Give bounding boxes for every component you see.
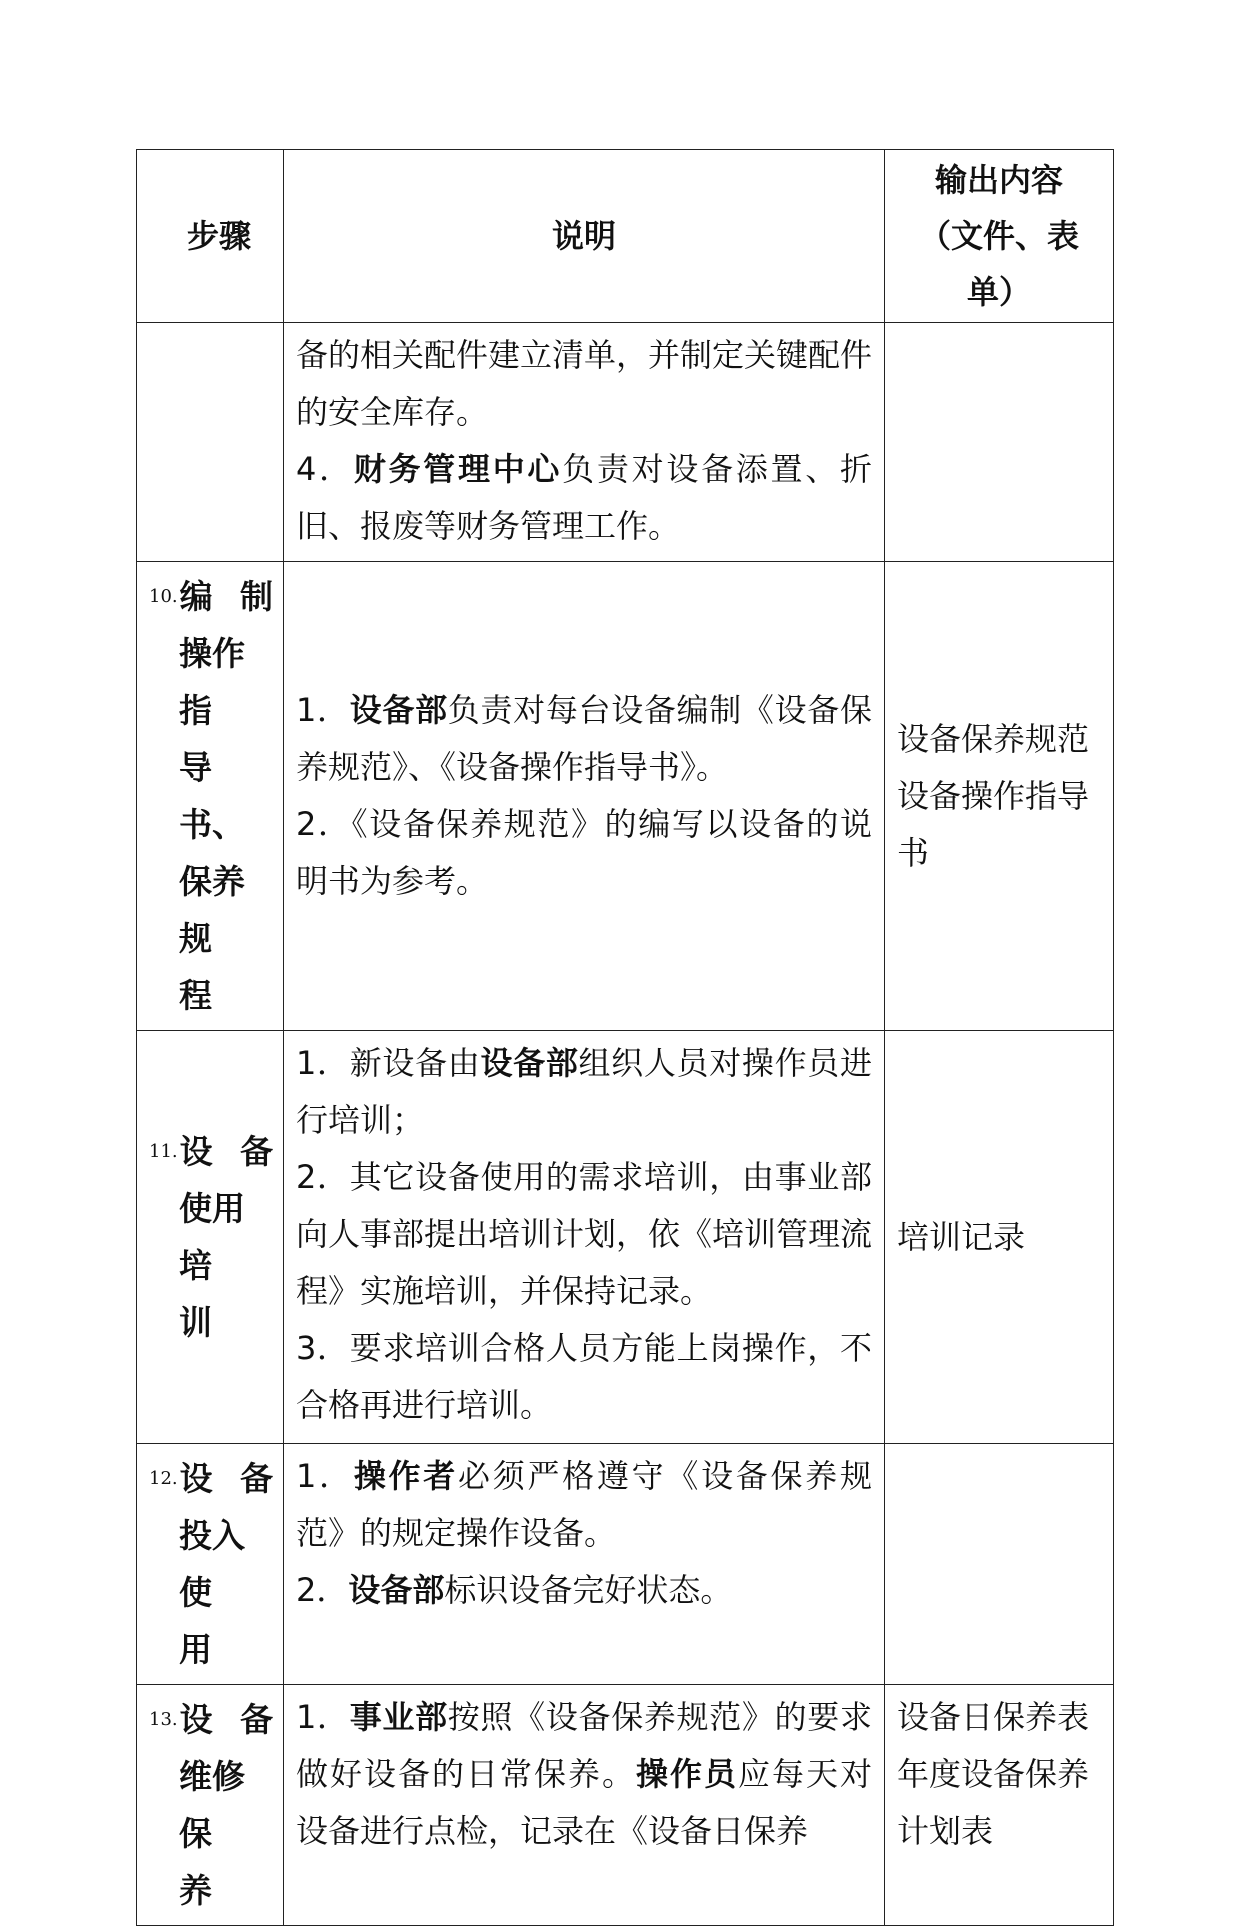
description-cell <box>284 323 885 562</box>
step-label: 设 备 <box>179 1700 273 1739</box>
description-paragraph: 1．操作者必须严格遵守《设备保养规范》的规定操作设备。 <box>296 1457 872 1552</box>
output-item: 年度设备保养计划表 <box>897 1755 1090 1850</box>
description-paragraph: 1．新设备由设备部组织人员对操作员进行培训； <box>296 1044 872 1139</box>
header-step: 步骤 <box>137 150 284 323</box>
output-item: 设备操作指导书 <box>897 776 1090 872</box>
header-output-line: 输出内容 <box>934 161 1063 199</box>
output-cell <box>885 1685 1114 1926</box>
step-cell <box>137 1685 284 1926</box>
step-cell <box>137 1031 284 1444</box>
output-item: 培训记录 <box>897 1217 1026 1256</box>
table-row <box>137 562 1114 1031</box>
output-cell <box>885 1444 1114 1685</box>
step-cell <box>137 1444 284 1685</box>
description-paragraph: 1．设备部负责对每台设备编制《设备保养规范》、《设备操作指导书》。 <box>296 691 872 786</box>
step-label: 用 <box>179 1630 212 1669</box>
output-cell <box>885 1031 1114 1444</box>
step-number: 13. <box>149 1709 178 1730</box>
description-cell <box>284 1444 885 1685</box>
description-paragraph: 4．财务管理中心负责对设备添置、折旧、报废等财务管理工作。 <box>296 450 872 545</box>
step-label: 养 <box>179 1871 212 1910</box>
step-label: 编 制 <box>179 577 273 616</box>
description-cell <box>284 562 885 1031</box>
output-cell <box>885 562 1114 1031</box>
description-paragraph: 2．设备部标识设备完好状态。 <box>296 1571 733 1609</box>
table-row <box>137 1685 1114 1926</box>
step-cell <box>137 562 284 1031</box>
description-cell <box>284 1031 885 1444</box>
header-output-line: 单） <box>966 273 1031 311</box>
step-number: 11. <box>149 1141 178 1162</box>
table-row <box>137 1444 1114 1685</box>
table-row <box>137 323 1114 562</box>
step-label: 保养规 <box>179 862 245 958</box>
header-description: 说明 <box>284 150 885 323</box>
output-item: 设备保养规范 <box>897 719 1090 758</box>
step-label: 程 <box>179 976 212 1015</box>
step-label: 设 备 <box>179 1459 273 1498</box>
output-cell <box>885 323 1114 562</box>
description-cell <box>284 1685 885 1926</box>
description-paragraph: 3．要求培训合格人员方能上岗操作，不合格再进行培训。 <box>296 1329 872 1424</box>
step-cell <box>137 323 284 562</box>
step-label: 使用培 <box>179 1189 245 1285</box>
step-label: 训 <box>179 1303 212 1342</box>
output-item: 设备日保养表 <box>897 1698 1090 1736</box>
step-label: 投入使 <box>179 1516 245 1612</box>
description-paragraph: 2．其它设备使用的需求培训，由事业部向人事部提出培训计划，依《培训管理流程》实施培训，并保持记录。 <box>296 1158 873 1310</box>
step-label: 设 备 <box>179 1132 273 1171</box>
procedure-table <box>136 149 1114 1926</box>
description-paragraph: 备的相关配件建立清单，并制定关键配件的安全库存。 <box>296 336 873 431</box>
table-row <box>137 1031 1114 1444</box>
header-output <box>885 150 1114 323</box>
description-paragraph: 1．事业部按照《设备保养规范》的要求做好设备的日常保养。操作员应每天对设备进行点检，记录在《设备日保养 <box>296 1698 872 1850</box>
table-header-row <box>137 150 1114 323</box>
header-output-line: （文件、表 <box>918 217 1079 255</box>
description-paragraph: 2．《设备保养规范》的编写以设备的说明书为参考。 <box>296 805 872 900</box>
step-label: 维修保 <box>179 1757 245 1853</box>
step-label: 操作指 <box>179 634 245 730</box>
step-number: 10. <box>149 586 178 607</box>
step-number: 12. <box>149 1468 178 1489</box>
step-label: 导书、 <box>179 748 245 844</box>
